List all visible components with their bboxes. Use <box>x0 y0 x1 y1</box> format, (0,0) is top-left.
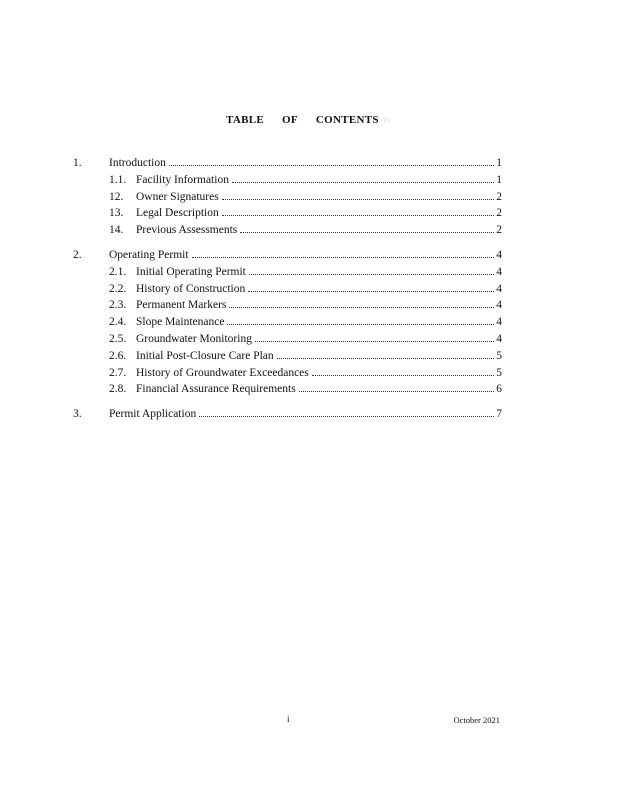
subsection-title: Financial Assurance Requirements <box>136 383 296 396</box>
subsection-number: 12. <box>109 190 124 203</box>
toc-subsection-row[interactable] <box>0 314 618 331</box>
subsection-title: Permanent Markers <box>136 299 227 312</box>
subsection-title: Slope Maintenance <box>136 316 225 329</box>
subsection-title: Initial Post-Closure Care Plan <box>136 349 274 362</box>
subsection-number: 13. <box>109 207 124 220</box>
toc-entry <box>136 172 502 189</box>
dot-leader <box>299 390 494 392</box>
page-reference: 4 <box>496 332 502 345</box>
toc-section-2 <box>0 247 618 398</box>
toc-entry <box>109 247 502 264</box>
subsection-number: 1.1. <box>109 173 127 186</box>
page-reference: 2 <box>496 207 502 220</box>
dot-leader <box>192 256 494 258</box>
subsection-title: History of Groundwater Exceedances <box>136 366 309 379</box>
page-reference: 1 <box>496 173 502 186</box>
toc-entry <box>109 155 502 172</box>
page-reference: 4 <box>496 299 502 312</box>
toc-subsection-row[interactable] <box>0 205 618 222</box>
toc-subsection-row[interactable] <box>0 331 618 348</box>
page-reference: 4 <box>496 265 502 278</box>
toc-entry <box>136 348 502 365</box>
toc-title-word-1: TABLE <box>226 114 264 126</box>
toc-title-ghost-text: iv <box>382 114 392 126</box>
dot-leader <box>312 374 494 376</box>
subsection-title: Groundwater Monitoring <box>136 332 252 345</box>
section-title: Introduction <box>109 157 166 169</box>
page-reference: 4 <box>496 282 502 295</box>
dot-leader <box>249 273 494 275</box>
dot-leader <box>255 340 494 342</box>
page-reference: 2 <box>496 224 502 237</box>
subsection-number: 2.5. <box>109 332 127 345</box>
toc-entry <box>136 297 502 314</box>
toc-subsection-row[interactable] <box>0 381 618 398</box>
section-title: Operating Permit <box>109 248 189 261</box>
subsection-number: 2.2. <box>109 282 127 295</box>
toc-entry <box>136 314 502 331</box>
toc-subsection-row[interactable] <box>0 281 618 298</box>
toc-title-word-3: CONTENTS <box>315 114 379 126</box>
page-reference: 7 <box>496 408 502 421</box>
toc-subsection-row[interactable] <box>0 222 618 239</box>
page-reference: 4 <box>496 316 502 329</box>
toc-subsection-row[interactable] <box>0 189 618 206</box>
toc-title <box>0 114 618 126</box>
page-reference: 4 <box>496 248 502 261</box>
toc-subsection-row[interactable] <box>0 172 618 189</box>
dot-leader <box>240 231 494 233</box>
page-reference: 5 <box>496 349 502 362</box>
subsection-number: 2.6. <box>109 349 127 362</box>
toc-section-3 <box>0 406 618 423</box>
dot-leader <box>232 181 494 183</box>
dot-leader <box>277 357 494 359</box>
page-reference: 6 <box>496 383 502 396</box>
toc-entry <box>109 406 502 423</box>
subsection-title: Facility Information <box>136 173 229 186</box>
toc-entry <box>136 205 502 222</box>
dot-leader <box>199 415 494 417</box>
subsection-number: 2.4. <box>109 316 127 329</box>
section-number: 1. <box>73 157 82 169</box>
toc-section-1 <box>0 155 618 239</box>
dot-leader <box>248 290 494 292</box>
toc-entry <box>136 365 502 382</box>
section-number: 2. <box>73 248 82 261</box>
toc-entry <box>136 331 502 348</box>
toc-entry <box>136 189 502 206</box>
subsection-number: 14. <box>109 224 124 237</box>
dot-leader <box>222 198 494 200</box>
toc-entry <box>136 264 502 281</box>
toc-entry <box>136 381 502 398</box>
subsection-number: 2.7. <box>109 366 127 379</box>
toc-subsection-row[interactable] <box>0 297 618 314</box>
footer-date: October 2021 <box>453 715 500 725</box>
subsection-title: Previous Assessments <box>136 224 238 237</box>
subsection-number: 2.1. <box>109 265 127 278</box>
dot-leader <box>229 306 494 308</box>
toc-section-heading[interactable] <box>0 406 618 423</box>
toc-subsection-row[interactable] <box>0 348 618 365</box>
subsection-title: History of Construction <box>136 282 246 295</box>
section-number: 3. <box>73 408 82 421</box>
dot-leader <box>222 214 494 216</box>
page-reference: 5 <box>496 366 502 379</box>
toc-subsection-row[interactable] <box>0 365 618 382</box>
toc-subsection-row[interactable] <box>0 264 618 281</box>
subsection-number: 2.8. <box>109 383 127 396</box>
section-title: Permit Application <box>109 408 197 421</box>
table-of-contents <box>0 155 618 431</box>
subsection-title: Legal Description <box>136 207 219 220</box>
toc-section-heading[interactable] <box>0 155 618 172</box>
footer-page-number: i <box>287 714 290 724</box>
toc-section-heading[interactable] <box>0 247 618 264</box>
subsection-title: Owner Signatures <box>136 190 219 203</box>
subsection-number: 2.3. <box>109 299 127 312</box>
dot-leader <box>227 323 494 325</box>
toc-title-word-2: OF <box>282 114 298 126</box>
page-reference: 1 <box>496 157 502 169</box>
toc-entry <box>136 281 502 298</box>
page-reference: 2 <box>496 190 502 203</box>
toc-entry <box>136 222 502 239</box>
dot-leader <box>169 164 494 166</box>
subsection-title: Initial Operating Permit <box>136 265 246 278</box>
